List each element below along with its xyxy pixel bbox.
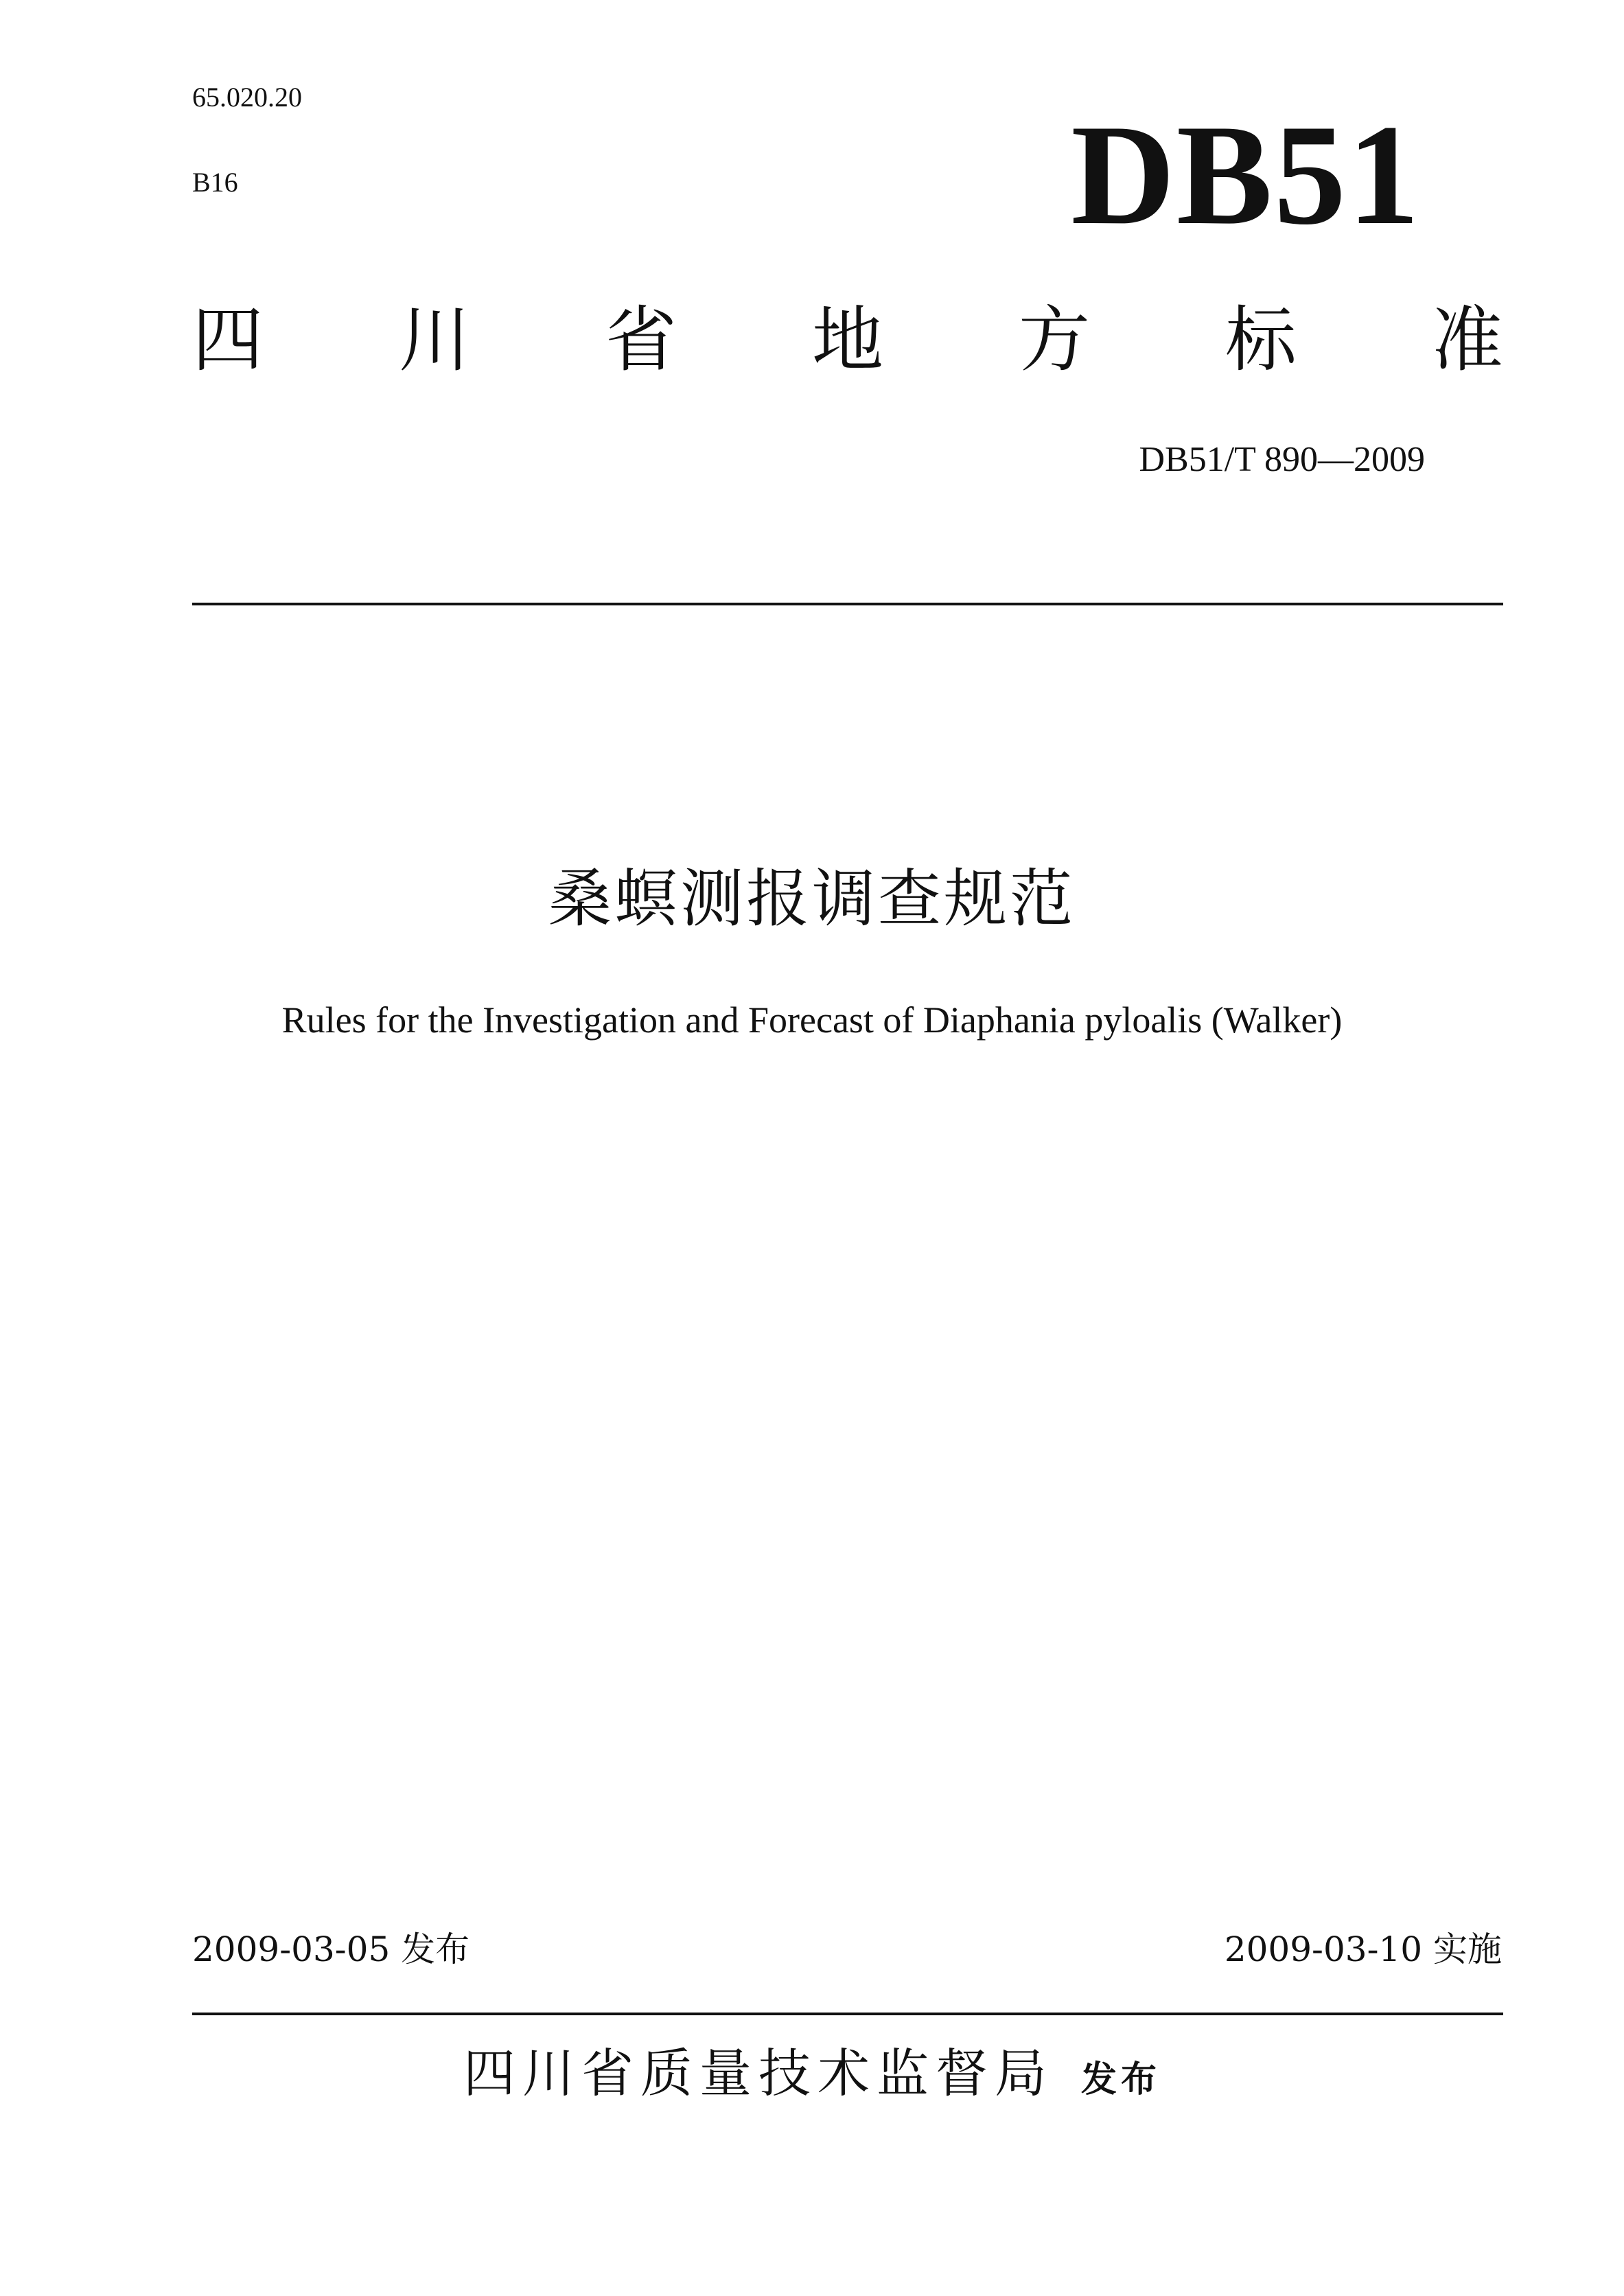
standard-type-char: 四 xyxy=(192,298,264,382)
standard-type-char: 准 xyxy=(1431,298,1503,382)
ccs-code: B16 xyxy=(192,167,238,198)
issue-date: 2009-03-05 发布 xyxy=(192,1929,470,1969)
db51-logo: DB51 xyxy=(1071,95,1421,255)
title-english: Rules for the Investigation and Forecast of Diaphania pyloalis (Walker) xyxy=(281,999,1343,1041)
implementation-date: 2009-03-10 实施 xyxy=(1224,1929,1502,1969)
publisher-name: 四川省质量技术监督局 xyxy=(463,2043,1054,2104)
standard-number: DB51/T 890—2009 xyxy=(1139,440,1425,479)
standard-type-char: 地 xyxy=(811,298,883,382)
standard-type-char: 方 xyxy=(1018,298,1090,382)
bottom-divider xyxy=(192,2013,1503,2015)
title-chinese: 桑螟测报调查规范 xyxy=(548,862,1076,936)
top-divider xyxy=(192,603,1503,605)
standard-type-char: 川 xyxy=(398,298,470,382)
standard-type-heading xyxy=(192,295,1503,384)
standard-type-char: 标 xyxy=(1225,298,1297,382)
ics-code: 65.020.20 xyxy=(192,82,302,113)
publisher-suffix: 发布 xyxy=(1080,2059,1161,2100)
standard-type-char: 省 xyxy=(605,298,677,382)
publisher xyxy=(0,2032,1624,2107)
